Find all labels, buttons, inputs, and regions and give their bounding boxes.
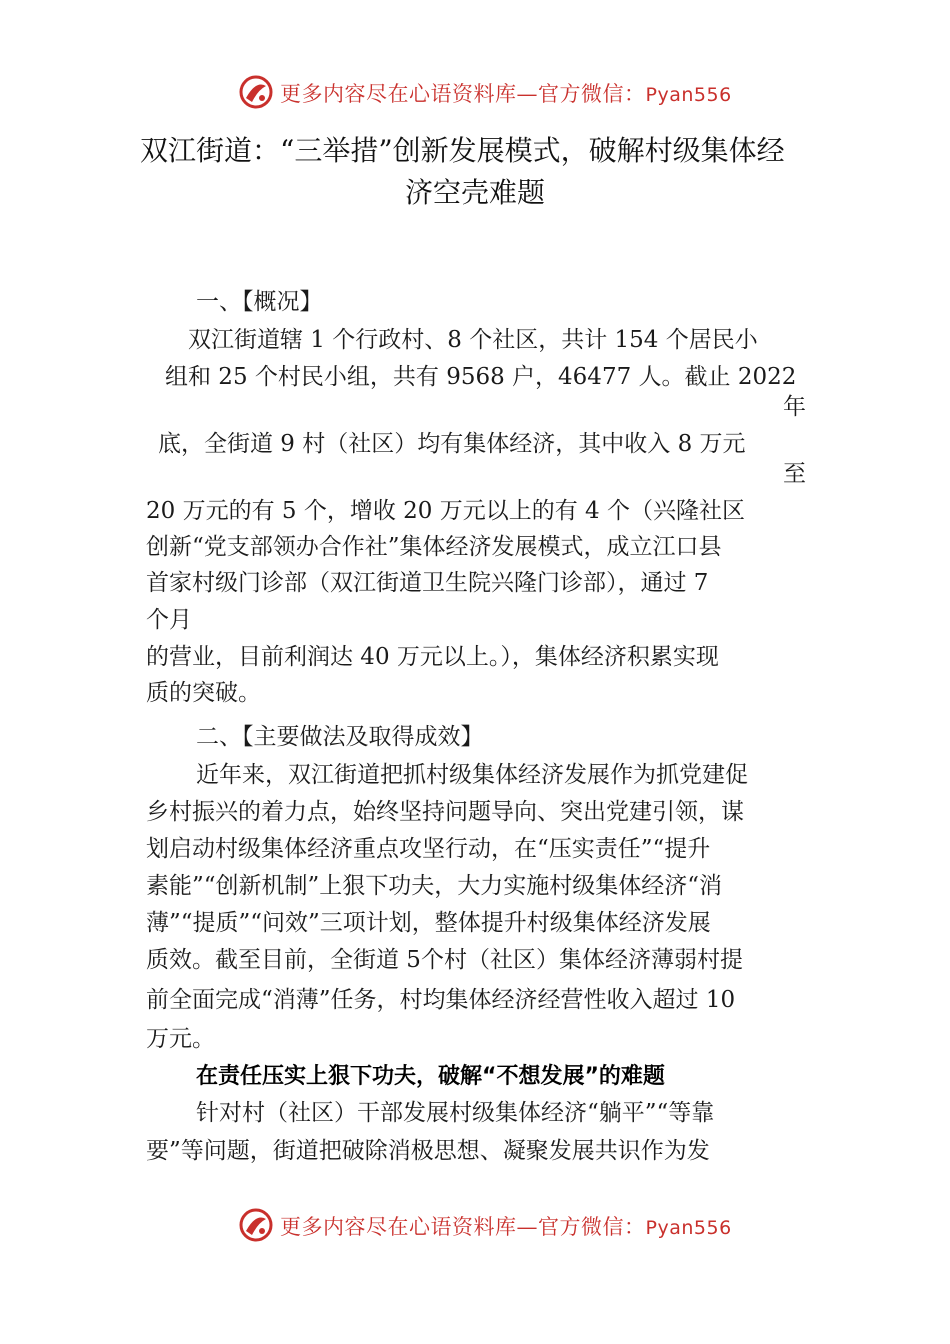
body-line: 年 — [783, 394, 806, 420]
section-heading-measures: 二、【主要做法及取得成效】 — [196, 724, 484, 750]
body-line: 乡村振兴的着力点，始终坚持问题导向、突出党建引领，谋 — [146, 799, 744, 825]
body-line: 组和 25 个村民小组，共有 9568 户，46477 人。截止 2022 — [165, 364, 797, 390]
brand-logo-icon — [238, 1207, 274, 1243]
page-title-line-2: 济空壳难题 — [404, 176, 545, 209]
body-line: 20 万元的有 5 个，增收 20 万元以上的有 4 个（兴隆社区 — [146, 498, 745, 524]
body-line: 创新“党支部领办合作社”集体经济发展模式，成立江口县 — [146, 534, 722, 560]
section-heading-overview: 一、【概况】 — [196, 289, 323, 315]
subsection-heading: 在责任压实上狠下功夫，破解“不想发展”的难题 — [196, 1064, 665, 1089]
body-line: 针对村（社区）干部发展村级集体经济“躺平”“等靠 — [196, 1100, 715, 1126]
body-line: 质效。截至目前，全街道 5个村（社区）集体经济薄弱村提 — [146, 947, 743, 973]
body-line: 划启动村级集体经济重点攻坚行动，在“压实责任”“提升 — [146, 836, 711, 862]
body-line: 至 — [783, 461, 806, 487]
header-banner — [0, 72, 950, 112]
body-line: 首家村级门诊部（双江街道卫生院兴隆门诊部），通过 7 — [146, 570, 709, 596]
footer-banner — [0, 1205, 950, 1245]
brand-logo-icon — [238, 74, 274, 110]
body-line: 个月 — [146, 607, 192, 633]
body-line: 前全面完成“消薄”任务，村均集体经济经营性收入超过 10 — [146, 987, 736, 1013]
wechat-id: Pyan556 — [645, 84, 732, 106]
body-line: 万元。 — [146, 1026, 215, 1052]
body-line: 底，全街道 9 村（社区）均有集体经济，其中收入 8 万元 — [158, 431, 746, 457]
banner-text: 更多内容尽在心语资料库—官方微信：Pyan556 — [280, 82, 732, 106]
body-line: 双江街道辖 1 个行政村、8 个社区，共计 154 个居民小 — [188, 327, 758, 353]
body-line: 要”等问题，街道把破除消极思想、凝聚发展共识作为发 — [146, 1138, 710, 1164]
wechat-id: Pyan556 — [645, 1217, 732, 1239]
body-line: 质的突破。 — [146, 680, 261, 706]
page-title-line-1: 双江街道：“三举措”创新发展模式，破解村级集体经 — [140, 134, 785, 167]
body-line: 素能”“创新机制”上狠下功夫，大力实施村级集体经济“消 — [146, 873, 723, 899]
banner-text: 更多内容尽在心语资料库—官方微信：Pyan556 — [280, 1215, 732, 1239]
body-line: 近年来，双江街道把抓村级集体经济发展作为抓党建促 — [196, 762, 748, 788]
body-line: 的营业，目前利润达 40 万元以上。），集体经济积累实现 — [146, 644, 719, 670]
body-line: 薄”“提质”“问效”三项计划，整体提升村级集体经济发展 — [146, 910, 711, 936]
